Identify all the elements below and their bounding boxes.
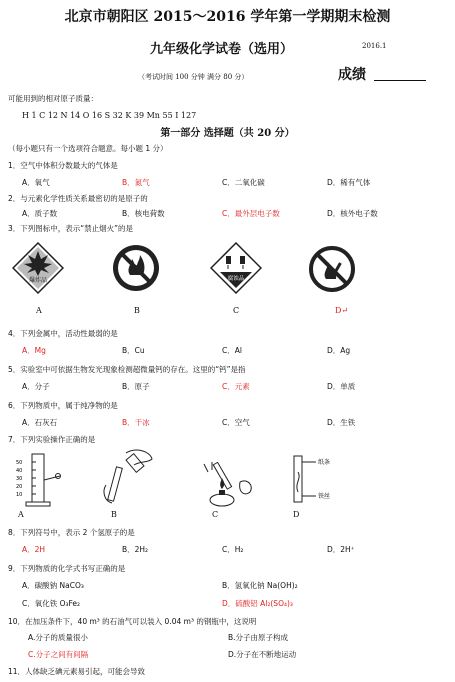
question-stem: 9．下列物质的化学式书写正确的是 (8, 564, 126, 573)
option-b[interactable]: B．氢氧化钠 Na(OH)₂ (222, 581, 298, 590)
option-d[interactable]: D．2H⁺ (327, 545, 355, 554)
option-c[interactable]: C．氧化铁 O₃Fe₂ (22, 599, 81, 608)
atomic-masses: H 1 C 12 N 14 O 16 S 32 K 39 Mn 55 I 127 (22, 111, 197, 120)
alcohol-lamp-icon (200, 452, 258, 508)
question-stem: 4．下列金属中，活动性最弱的是 (8, 329, 118, 338)
scale-label: 20 (16, 484, 23, 490)
figure-label-b[interactable]: B (111, 510, 117, 519)
question-stem: 7．下列实验操作正确的是 (8, 435, 96, 444)
graduated-cylinder-icon (14, 452, 64, 508)
figure-label-a[interactable]: A (18, 510, 24, 519)
scale-label: 30 (16, 476, 23, 482)
option-c[interactable]: C．二氧化碳 (222, 178, 265, 187)
exam-date: 2016.1 (362, 42, 387, 50)
option-c[interactable]: C.分子之间有间隔 (28, 650, 89, 659)
option-a[interactable]: A．质子数 (22, 209, 58, 218)
option-a[interactable]: A.分子的质量很小 (28, 633, 88, 642)
figure-label-d[interactable]: D (293, 510, 300, 519)
part1-instructions: （每小题只有一个选项符合题意。每小题 1 分） (8, 144, 168, 153)
exam-title: 北京市朝阳区 2015～2016 学年第一学期期末检测 (64, 9, 391, 25)
option-a[interactable]: A．氧气 (22, 178, 50, 187)
option-d[interactable]: D．稀有气体 (327, 178, 371, 187)
sign-label: 腐蚀品 (227, 276, 245, 282)
pouring-liquid-icon (96, 445, 158, 509)
option-b[interactable]: B．干冰 (122, 418, 150, 427)
option-a[interactable]: A．分子 (22, 382, 50, 391)
option-b[interactable]: B．核电荷数 (122, 209, 165, 218)
atomic-masses-label: 可能用到的相对原子质量： (8, 94, 98, 103)
option-b[interactable]: B．Cu (122, 346, 145, 355)
option-b[interactable]: B．氮气 (122, 178, 150, 187)
sign-label: 爆炸品 (28, 277, 48, 284)
question-stem: 2．与元素化学性质关系最密切的是原子的 (8, 194, 148, 203)
option-d[interactable]: D．生铁 (327, 418, 356, 427)
exam-subtitle: 九年级化学试卷（选用） (150, 42, 294, 57)
question-stem: 1．空气中体积分数最大的气体是 (8, 161, 118, 170)
score-blank (374, 80, 426, 81)
scale-label: 50 (16, 460, 23, 466)
option-d[interactable]: D．Ag (327, 346, 351, 355)
option-a[interactable]: A．Mg (22, 346, 46, 355)
scale-label: 40 (16, 468, 23, 474)
option-d[interactable]: D.分子在不断地运动 (228, 650, 297, 659)
option-a[interactable]: A．2H (22, 545, 46, 554)
option-d[interactable]: D．单质 (327, 382, 356, 391)
option-b[interactable]: B．原子 (122, 382, 150, 391)
option-b[interactable]: B.分子由原子构成 (228, 633, 289, 642)
option-d[interactable]: D．核外电子数 (327, 209, 378, 218)
option-c[interactable]: C．空气 (222, 418, 250, 427)
scale-label: 10 (16, 492, 23, 498)
option-c[interactable]: C．Al (222, 346, 242, 355)
explosive-sign-icon (12, 242, 64, 294)
option-a[interactable]: A．碳酸钠 NaCO₃ (22, 581, 84, 590)
option-c[interactable]: C．H₂ (222, 545, 244, 554)
option-c[interactable]: C．最外层电子数 (222, 209, 280, 218)
tube-heating-icon (290, 452, 370, 508)
question-stem: 8．下列符号中，表示 2 个氢原子的是 (8, 528, 135, 537)
option-b[interactable]: B．2H₂ (122, 545, 149, 554)
score-label: 成绩 (338, 67, 366, 83)
option-d[interactable]: D．硫酸铝 Al₂(SO₄)₃ (222, 599, 293, 608)
option-a[interactable]: A．石灰石 (22, 418, 58, 427)
no-smoking-fire-sign-icon (308, 245, 356, 293)
no-fire-sign-icon (111, 243, 161, 293)
wire-label: 铁丝 (318, 493, 331, 500)
figure-label-c[interactable]: C (233, 306, 240, 315)
question-stem: 3．下列图标中，表示“禁止烟火”的是 (8, 224, 134, 233)
figure-label-d[interactable]: D↵ (335, 306, 349, 315)
corrosive-sign-icon (210, 242, 262, 294)
question-stem: 5．实验室中可依据生物发光现象检测超微量钙的存在。这里的“钙”是指 (8, 365, 246, 374)
figure-label-b[interactable]: B (134, 306, 140, 315)
exam-info: （考试时间 100 分钟 满分 80 分） (138, 73, 249, 81)
question-stem: 11．人体缺乏碘元素易引起，可能会导致 (8, 667, 146, 676)
paper-strip-label: 纸条 (318, 459, 331, 466)
figure-label-c[interactable]: C (212, 510, 219, 519)
part1-title: 第一部分 选择题（共 20 分） (160, 128, 295, 139)
question-stem: 6．下列物质中，属于纯净物的是 (8, 401, 118, 410)
figure-label-a[interactable]: A (36, 306, 42, 315)
option-c[interactable]: C．元素 (222, 382, 250, 391)
question-stem: 10．在加压条件下，40 m³ 的石油气可以装入 0.04 m³ 的钢瓶中，这说明 (8, 617, 257, 626)
